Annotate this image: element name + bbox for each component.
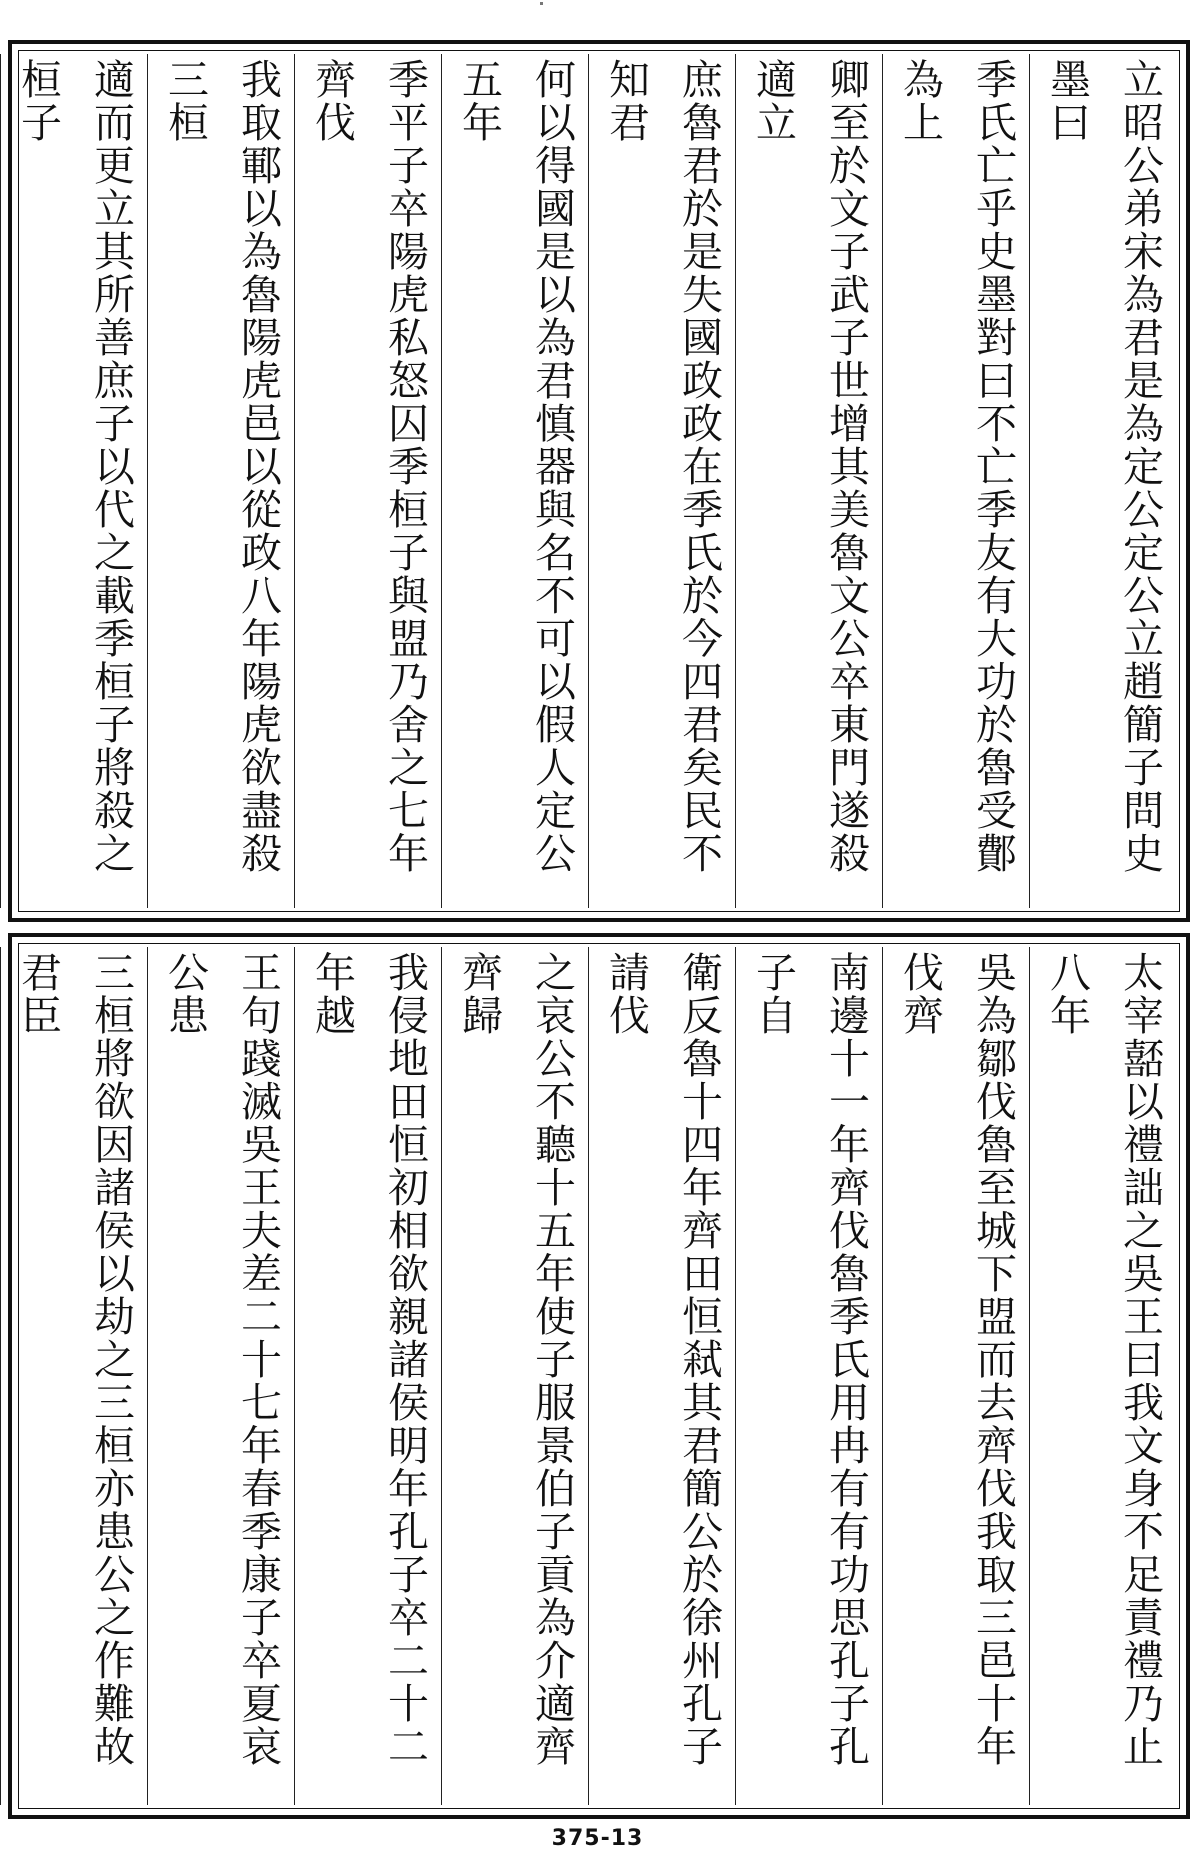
- text-column: 何以得國是以為君慎器與名不可以假人定公五年: [441, 54, 588, 908]
- text-column: 吳為鄒伐魯至城下盟而去齊伐我取三邑十年伐齊: [882, 947, 1029, 1805]
- text-column: 三桓將欲因諸侯以劫之三桓亦患公之作難故君臣: [0, 947, 147, 1805]
- top-page-columns: [14, 54, 1176, 908]
- text-column: 太宰嚭以禮詘之吳王曰我文身不足責禮乃止八年: [1029, 947, 1176, 1805]
- bottom-page: [8, 933, 1190, 1819]
- text-column: 卿至於文子武子世增其美魯文公卒東門遂殺適立: [735, 54, 882, 908]
- text-column: 衛反魯十四年齊田恒弒其君簡公於徐州孔子請伐: [588, 947, 735, 1805]
- text-column: 我侵地田恒初相欲親諸侯明年孔子卒二十二年越: [294, 947, 441, 1805]
- text-column: 季氏亡乎史墨對曰不亡季友有大功於魯受鄪為上: [882, 54, 1029, 908]
- scan-speck: [540, 2, 543, 5]
- footer-page-number: 375-13: [551, 1826, 644, 1851]
- text-column: 季平子卒陽虎私怒囚季桓子與盟乃舍之七年齊伐: [294, 54, 441, 908]
- text-column: 立昭公弟宋為君是為定公定公立趙簡子問史墨曰: [1029, 54, 1176, 908]
- text-column: 我取鄆以為魯陽虎邑以從政八年陽虎欲盡殺三桓: [147, 54, 294, 908]
- text-column: 之哀公不聽十五年使子服景伯子貢為介適齊齊歸: [441, 947, 588, 1805]
- top-page: [8, 40, 1190, 922]
- text-column: 南邊十一年齊伐魯季氏用冉有有功思孔子孔子自: [735, 947, 882, 1805]
- text-column: 適而更立其所善庶子以代之載季桓子將殺之桓子: [0, 54, 147, 908]
- text-column: 王句踐滅吳王夫差二十七年春季康子卒夏哀公患: [147, 947, 294, 1805]
- bottom-page-columns: [14, 947, 1176, 1805]
- text-column: 庶魯君於是失國政政在季氏於今四君矣民不知君: [588, 54, 735, 908]
